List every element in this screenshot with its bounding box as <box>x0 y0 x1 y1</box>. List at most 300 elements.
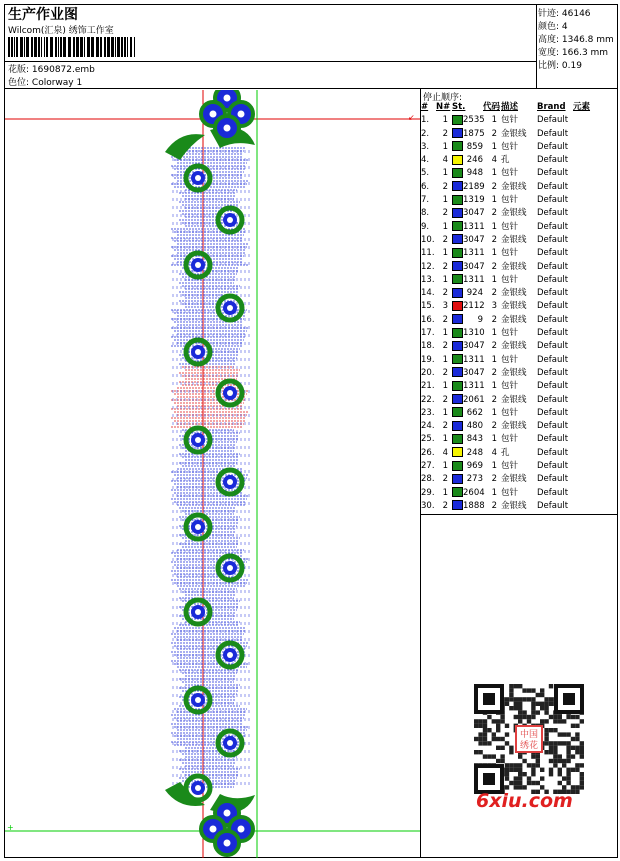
table-cell <box>573 234 598 247</box>
table-cell: 2 <box>491 208 497 219</box>
table-row <box>421 181 598 194</box>
table-cell: 1. <box>421 115 430 126</box>
table-cell: 3 <box>442 301 448 312</box>
table-cell <box>573 247 598 260</box>
stitch-cell <box>452 394 483 407</box>
table-cell: 18. <box>421 341 435 352</box>
color-swatch <box>452 434 463 444</box>
stitch-cell <box>452 500 483 513</box>
table-cell: Default <box>537 421 569 432</box>
svg-text:+: + <box>7 823 14 832</box>
table-cell: 2 <box>442 314 448 325</box>
table-row <box>421 460 598 473</box>
color-swatch <box>452 447 463 457</box>
table-cell: 孔 <box>501 447 510 458</box>
table-row <box>421 394 598 407</box>
table-cell: 2 <box>442 500 448 511</box>
table-cell <box>573 460 598 473</box>
table-cell: 孔 <box>501 155 510 166</box>
table-cell: 22. <box>421 394 435 405</box>
color-swatch <box>452 367 463 377</box>
table-cell: 27. <box>421 461 435 472</box>
stitch-cell <box>452 181 483 194</box>
table-cell: 23. <box>421 407 435 418</box>
color-swatch <box>452 181 463 191</box>
table-cell: 金银线 <box>501 367 527 378</box>
table-cell: 1 <box>491 221 497 232</box>
stop-sequence-title: 停止顺序: <box>423 93 463 103</box>
table-cell <box>573 207 598 220</box>
table-cell: 1 <box>491 328 497 339</box>
table-cell: 2 <box>491 500 497 511</box>
table-cell: 1 <box>491 354 497 365</box>
table-cell <box>573 167 598 180</box>
stat-value: 0.19 <box>559 61 582 71</box>
table-cell: 包针 <box>501 141 519 152</box>
stitch-cell <box>452 154 483 167</box>
table-row <box>421 141 598 154</box>
column-header: 元素 <box>573 102 591 112</box>
stitch-count: 1319 <box>463 195 485 206</box>
stat-row <box>538 19 568 32</box>
stitch-cell <box>452 354 483 367</box>
color-swatch <box>452 221 463 231</box>
table-cell: 21. <box>421 381 435 392</box>
table-cell: 包针 <box>501 461 519 472</box>
table-cell: 7. <box>421 195 430 206</box>
table-cell: 2 <box>442 367 448 378</box>
color-swatch <box>452 341 463 351</box>
color-swatch <box>452 115 463 125</box>
table-cell <box>573 287 598 300</box>
stitch-cell <box>452 340 483 353</box>
table-cell: 2 <box>442 261 448 272</box>
table-cell: Default <box>537 221 569 232</box>
divider <box>4 88 618 89</box>
table-cell <box>573 394 598 407</box>
table-row <box>421 433 598 446</box>
table-cell: 2 <box>442 208 448 219</box>
stitch-count: 2189 <box>463 181 485 192</box>
table-cell: 包针 <box>501 274 519 285</box>
colorway-name: Colorway 1 <box>31 78 83 88</box>
table-cell: Default <box>537 434 569 445</box>
table-cell: Default <box>537 261 569 272</box>
table-row <box>421 167 598 180</box>
table-cell: 25. <box>421 434 435 445</box>
table-cell: 金银线 <box>501 208 527 219</box>
stat-row <box>538 32 614 45</box>
table-cell: 1 <box>442 115 448 126</box>
column-header: Brand <box>537 102 566 112</box>
table-cell: 金银线 <box>501 234 527 245</box>
table-row <box>421 194 598 207</box>
table-cell: 金银线 <box>501 421 527 432</box>
table-cell: Default <box>537 341 569 352</box>
table-row <box>421 114 598 127</box>
table-cell: 2 <box>442 128 448 139</box>
stitch-cell <box>452 367 483 380</box>
stitch-count: 9 <box>477 314 483 325</box>
table-cell: 1 <box>442 141 448 152</box>
page-title: 生产作业图 <box>8 7 78 23</box>
qr-badge-text: 绣花 <box>519 741 539 751</box>
stitch-count: 480 <box>466 421 483 432</box>
table-cell: 2 <box>491 261 497 272</box>
table-cell: 2 <box>491 421 497 432</box>
table-cell <box>573 300 598 313</box>
stitch-cell <box>452 247 483 260</box>
stitch-count: 1311 <box>463 248 485 259</box>
stat-label: 高度: <box>538 35 560 45</box>
table-cell: 2 <box>491 314 497 325</box>
table-cell: 20. <box>421 367 435 378</box>
color-swatch <box>452 155 463 165</box>
table-row <box>421 247 598 260</box>
table-cell: 1 <box>491 115 497 126</box>
table-cell: Default <box>537 248 569 259</box>
stitch-cell <box>452 114 483 127</box>
table-cell: 6. <box>421 181 430 192</box>
stitch-count: 1310 <box>463 328 485 339</box>
table-cell: Default <box>537 447 569 458</box>
stitch-count: 3047 <box>463 367 485 378</box>
table-cell: 13. <box>421 274 435 285</box>
table-cell: Default <box>537 314 569 325</box>
stitch-cell <box>452 300 483 313</box>
table-cell: Default <box>537 328 569 339</box>
table-cell: 2 <box>491 234 497 245</box>
color-swatch <box>452 487 463 497</box>
stitch-cell <box>452 274 483 287</box>
table-cell: 26. <box>421 447 435 458</box>
table-cell <box>573 114 598 127</box>
color-swatch <box>452 461 463 471</box>
divider <box>420 514 618 515</box>
table-cell <box>573 407 598 420</box>
stitch-cell <box>452 314 483 327</box>
table-cell: 1 <box>491 274 497 285</box>
table-cell: Default <box>537 288 569 299</box>
color-swatch <box>452 314 463 324</box>
stitch-cell <box>452 221 483 234</box>
table-cell: 15. <box>421 301 435 312</box>
table-row <box>421 367 598 380</box>
stitch-count: 969 <box>466 461 483 472</box>
design-file-line <box>8 62 95 75</box>
divider <box>536 4 537 88</box>
table-cell: 4 <box>442 155 448 166</box>
table-cell: 1 <box>491 195 497 206</box>
stitch-count: 662 <box>466 407 483 418</box>
table-cell: 1 <box>442 434 448 445</box>
color-swatch <box>452 141 463 151</box>
column-header: # <box>421 102 429 112</box>
stitch-cell <box>452 407 483 420</box>
table-cell: 包针 <box>501 195 519 206</box>
table-cell: 28. <box>421 474 435 485</box>
qr-code <box>470 680 588 798</box>
column-header: St. <box>452 102 466 112</box>
table-cell: 9. <box>421 221 430 232</box>
table-cell <box>573 447 598 460</box>
table-cell: 包针 <box>501 381 519 392</box>
table-cell: 3 <box>491 301 497 312</box>
table-row <box>421 354 598 367</box>
table-row <box>421 500 598 513</box>
table-cell: Default <box>537 301 569 312</box>
table-cell: 4. <box>421 155 430 166</box>
stitch-count: 1311 <box>463 354 485 365</box>
table-cell: 1 <box>491 487 497 498</box>
embroidery-preview <box>5 90 420 858</box>
stitch-cell <box>452 167 483 180</box>
table-cell: 16. <box>421 314 435 325</box>
table-cell <box>573 274 598 287</box>
stitch-cell <box>452 234 483 247</box>
table-cell: Default <box>537 474 569 485</box>
table-cell: Default <box>537 181 569 192</box>
table-cell: 金银线 <box>501 314 527 325</box>
stat-label: 针迹: <box>538 9 560 19</box>
table-row <box>421 327 598 340</box>
stitch-count: 1311 <box>463 381 485 392</box>
table-cell <box>573 340 598 353</box>
stitch-count: 2061 <box>463 394 485 405</box>
table-cell: 金银线 <box>501 261 527 272</box>
watermark-site: 6xiu.com <box>476 790 573 812</box>
color-swatch <box>452 248 463 258</box>
table-cell: Default <box>537 487 569 498</box>
table-row <box>421 154 598 167</box>
stitch-count: 3047 <box>463 341 485 352</box>
column-header: N# <box>436 102 451 112</box>
table-cell: 4 <box>491 447 497 458</box>
color-swatch <box>452 474 463 484</box>
table-cell: 包针 <box>501 407 519 418</box>
table-cell: Default <box>537 195 569 206</box>
stitch-count: 948 <box>466 168 483 179</box>
stat-row <box>538 6 591 19</box>
table-cell <box>573 420 598 433</box>
table-cell: Default <box>537 141 569 152</box>
stat-label: 比例: <box>538 61 560 71</box>
table-cell: 1 <box>442 168 448 179</box>
table-cell: 11. <box>421 248 435 259</box>
studio-name: Wilcom(汇泉) 绣饰工作室 <box>8 26 114 36</box>
table-cell: 金银线 <box>501 500 527 511</box>
table-cell: 包针 <box>501 168 519 179</box>
color-swatch <box>452 381 463 391</box>
stitch-count: 1875 <box>463 128 485 139</box>
table-cell: 包针 <box>501 487 519 498</box>
design-file-name: 1690872.emb <box>31 65 95 75</box>
table-cell: 2 <box>491 341 497 352</box>
table-cell: Default <box>537 367 569 378</box>
table-cell <box>573 181 598 194</box>
stitch-count: 1311 <box>463 274 485 285</box>
table-cell: 1 <box>442 248 448 259</box>
stitch-count: 859 <box>466 141 483 152</box>
color-swatch <box>452 288 463 298</box>
table-cell: 金银线 <box>501 474 527 485</box>
table-row <box>421 380 598 393</box>
table-cell: 2 <box>442 181 448 192</box>
table-cell: 包针 <box>501 354 519 365</box>
stat-value: 4 <box>559 22 568 32</box>
table-cell <box>573 154 598 167</box>
table-cell: 1 <box>442 381 448 392</box>
table-cell: 金银线 <box>501 394 527 405</box>
stitch-cell <box>452 128 483 141</box>
table-cell: 14. <box>421 288 435 299</box>
table-row <box>421 207 598 220</box>
table-cell: Default <box>537 407 569 418</box>
table-row <box>421 473 598 486</box>
stitch-count: 1888 <box>463 500 485 511</box>
barcode <box>8 37 138 57</box>
table-cell: Default <box>537 208 569 219</box>
stat-label: 颜色: <box>538 22 560 32</box>
stitch-cell <box>452 207 483 220</box>
stitch-count: 248 <box>466 447 483 458</box>
stitch-cell <box>452 487 483 500</box>
table-cell: 1 <box>491 248 497 259</box>
table-row <box>421 420 598 433</box>
table-cell <box>573 261 598 274</box>
table-cell: 2 <box>442 394 448 405</box>
table-row <box>421 287 598 300</box>
table-cell: 10. <box>421 234 435 245</box>
table-cell <box>573 433 598 446</box>
stitch-count: 3047 <box>463 234 485 245</box>
color-swatch <box>452 354 463 364</box>
colorway-label: 色位: <box>8 78 30 88</box>
table-cell: 1 <box>442 461 448 472</box>
stitch-count: 1311 <box>463 221 485 232</box>
table-cell <box>573 141 598 154</box>
table-row <box>421 487 598 500</box>
table-cell: 包针 <box>501 434 519 445</box>
table-cell: 包针 <box>501 248 519 259</box>
stitch-cell <box>452 420 483 433</box>
table-row <box>421 300 598 313</box>
stat-value: 166.3 mm <box>559 48 609 58</box>
table-cell: 包针 <box>501 328 519 339</box>
table-row <box>421 221 598 234</box>
table-row <box>421 274 598 287</box>
stitch-cell <box>452 141 483 154</box>
table-row <box>421 314 598 327</box>
stitch-cell <box>452 327 483 340</box>
table-cell: 2 <box>491 288 497 299</box>
table-cell: 1 <box>491 434 497 445</box>
stat-value: 46146 <box>559 9 591 19</box>
table-cell: 1 <box>491 168 497 179</box>
stitch-count: 2535 <box>463 115 485 126</box>
qr-badge-text: 中国 <box>519 730 539 740</box>
table-cell <box>573 327 598 340</box>
color-swatch <box>452 421 463 431</box>
color-swatch <box>452 208 463 218</box>
table-cell: 5. <box>421 168 430 179</box>
table-cell: 3. <box>421 141 430 152</box>
table-cell: 4 <box>442 447 448 458</box>
table-cell: 1 <box>442 487 448 498</box>
table-cell: 17. <box>421 328 435 339</box>
table-cell: Default <box>537 234 569 245</box>
table-row <box>421 447 598 460</box>
table-cell: 1 <box>442 195 448 206</box>
color-swatch <box>452 301 463 311</box>
stitch-count: 3047 <box>463 261 485 272</box>
table-cell: 2 <box>491 394 497 405</box>
table-cell: 金银线 <box>501 301 527 312</box>
colorway-line <box>8 75 82 88</box>
color-swatch <box>452 407 463 417</box>
svg-text:↙: ↙ <box>408 113 415 122</box>
table-cell <box>573 367 598 380</box>
color-swatch <box>452 195 463 205</box>
table-cell: 1 <box>491 141 497 152</box>
table-row <box>421 261 598 274</box>
table-row <box>421 128 598 141</box>
table-cell <box>573 354 598 367</box>
column-header: 描述 <box>501 102 519 112</box>
stitch-count: 2112 <box>463 301 485 312</box>
table-cell: 1 <box>442 354 448 365</box>
table-cell <box>573 221 598 234</box>
table-cell: 30. <box>421 500 435 511</box>
table-cell: 金银线 <box>501 181 527 192</box>
table-cell: 2 <box>442 288 448 299</box>
table-cell: 24. <box>421 421 435 432</box>
table-cell: Default <box>537 461 569 472</box>
table-cell <box>573 473 598 486</box>
table-cell: 19. <box>421 354 435 365</box>
table-cell: Default <box>537 168 569 179</box>
table-cell: 2 <box>442 341 448 352</box>
table-cell: Default <box>537 115 569 126</box>
stitch-count: 2604 <box>463 487 485 498</box>
stat-value: 1346.8 mm <box>559 35 614 45</box>
stitch-cell <box>452 261 483 274</box>
table-cell: Default <box>537 381 569 392</box>
stitch-cell <box>452 287 483 300</box>
table-row <box>421 340 598 353</box>
table-cell: Default <box>537 128 569 139</box>
color-swatch <box>452 274 463 284</box>
table-cell <box>573 500 598 513</box>
stitch-cell <box>452 380 483 393</box>
stitch-count: 924 <box>466 288 483 299</box>
table-cell: 8. <box>421 208 430 219</box>
table-cell: Default <box>537 274 569 285</box>
table-cell: 1 <box>442 328 448 339</box>
column-header: 代码 <box>483 102 501 112</box>
color-swatch <box>452 168 463 178</box>
table-cell: 2 <box>442 474 448 485</box>
color-swatch <box>452 394 463 404</box>
color-swatch <box>452 328 463 338</box>
table-cell: 2 <box>442 421 448 432</box>
stat-row <box>538 58 582 71</box>
stitch-cell <box>452 194 483 207</box>
table-cell: 1 <box>491 407 497 418</box>
table-cell: 金银线 <box>501 288 527 299</box>
color-swatch <box>452 234 463 244</box>
stop-sequence-table <box>421 101 598 513</box>
